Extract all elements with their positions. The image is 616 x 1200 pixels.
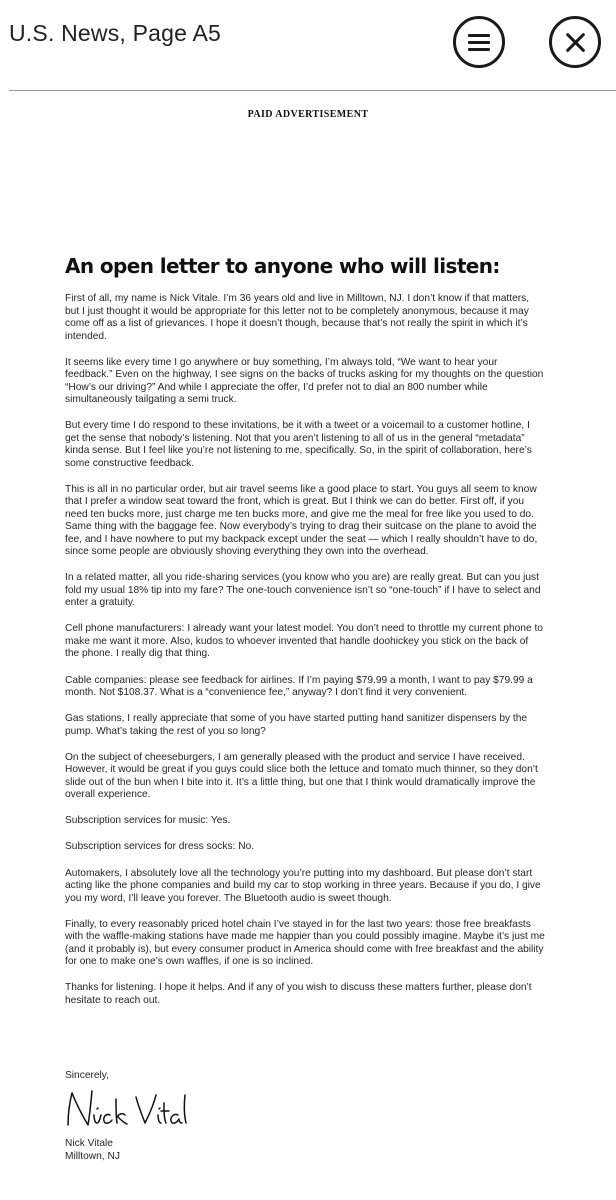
menu-icon (468, 34, 490, 55)
letter-paragraph: But every time I do respond to these invitations, be it with a tweet or a voicemail to a customer hotline, I get the sense that nobody’s listening. Not that you aren’t listening to all of us in the general “metadata” kinda sense. But I feel like you’re not listening to me, specifically. So, in the spirit of collaboration, here’s some constructive feedback. (65, 420, 532, 469)
top-bar (0, 0, 616, 90)
letter-body (65, 293, 545, 1021)
letter-paragraph: Thanks for listening. I hope it helps. And if any of you wish to discuss these matters further, please don’t hesitate to reach out. (65, 982, 532, 1006)
letter-paragraph: It seems like every time I go anywhere or buy something, I’m always told, “We want to hear your feedback.” Even on the highway, I see signs on the backs of trucks asking for my thoughts on the question “How’s our driving?” And while I appreciate the offer, I’d prefer not to dial an 800 number while simultaneously tailgating a semi truck. (65, 356, 544, 406)
letter-paragraph: Subscription services for dress socks: No. (65, 841, 255, 853)
letter-paragraph: First of all, my name is Nick Vitale. I’m 36 years old and live in Milltown, NJ. I don’t know if that matters, but I just thought it would be appropriate for this letter not to be completely anonymous, because it may come off as a list of grievances. I hope it doesn’t though, because that’s not really the spirit in which it’s intended. (65, 293, 530, 342)
signer-name: Nick Vitale (65, 1138, 113, 1149)
letter-paragraph: Finally, to every reasonably priced hotel chain I’ve stayed in for the last two years: those free breakfasts with the waffle-making stations have made me happier than you could possibly imagine. Maybe it’s just me (and it probably is), but every consumer product in America should come with free breakfast and the ability for one to make one’s own waffles, if one is so inclined. (65, 918, 545, 968)
signer-location: Milltown, NJ (65, 1151, 120, 1162)
close-button[interactable] (549, 16, 601, 68)
letter-paragraph: Cell phone manufacturers: I already want your latest model. You don’t need to throttle my current phone to make me want it more. Also, kudos to whoever invented that handle doohickey you stick on the back of the phone. I really dig that thing. (65, 623, 543, 660)
letter-closing: Sincerely, (65, 1070, 109, 1081)
signature (60, 1085, 190, 1135)
letter-paragraph: Cable companies: please see feedback for airlines. If I’m paying $79.99 a month, I want to pay $79.99 a month. Not $108.37. What is a “convenience fee,” anyway? I don’t find it very convenient. (65, 674, 533, 699)
menu-button[interactable] (453, 16, 505, 68)
advertisement-label: PAID ADVERTISEMENT (247, 109, 369, 120)
letter-paragraph: Gas stations, I really appreciate that some of you have started putting hand sanitizer dispensers by the pump. What’s taking the rest of you so long? (65, 713, 528, 737)
letter-paragraph: Automakers, I absolutely love all the technology you’re putting into my dashboard. But please don’t start acting like the phone companies and build my car to stop working in three years. Because if you do, I give you my word, I’ll leave you forever. The Bluetooth audio is sweet though. (65, 867, 541, 904)
header-divider (9, 90, 616, 91)
letter-title: An open letter to anyone who will listen: (65, 254, 500, 278)
page-title: U.S. News, Page A5 (9, 20, 221, 46)
letter-paragraph: This is all in no particular order, but air travel seems like a good place to start. You guys all seem to know that I prefer a window seat toward the front, which is great. But I think we can do better. First off, if you need ten bucks more, just charge me ten bucks more, and give me the meal for free like you used to do. Same thing with the baggage fee. Now everybody’s trying to drag their suitcase on the plane to avoid the fee, and I have nowhere to put my backpack except under the seat — which I really shouldn’t have to do, since some people are obviously shoving everything they own into the overhead. (65, 483, 538, 558)
letter-paragraph: In a related matter, all you ride-sharing services (you know who you are) are really great. But can you just fold my usual 18% tip into my fare? The one-touch convenience isn’t so “one-touch” if I have to select and enter a gratuity. (65, 572, 541, 609)
letter-paragraph: On the subject of cheeseburgers, I am generally pleased with the product and service I have received. However, it would be great if you guys could slice both the lettuce and tomato much thinner, so they don’t slide out of the bun when I bite into it. It’s a little thing, but one that I think would dramatically improve the overall experience. (65, 751, 538, 801)
letter-paragraph: Subscription services for music: Yes. (65, 815, 231, 827)
